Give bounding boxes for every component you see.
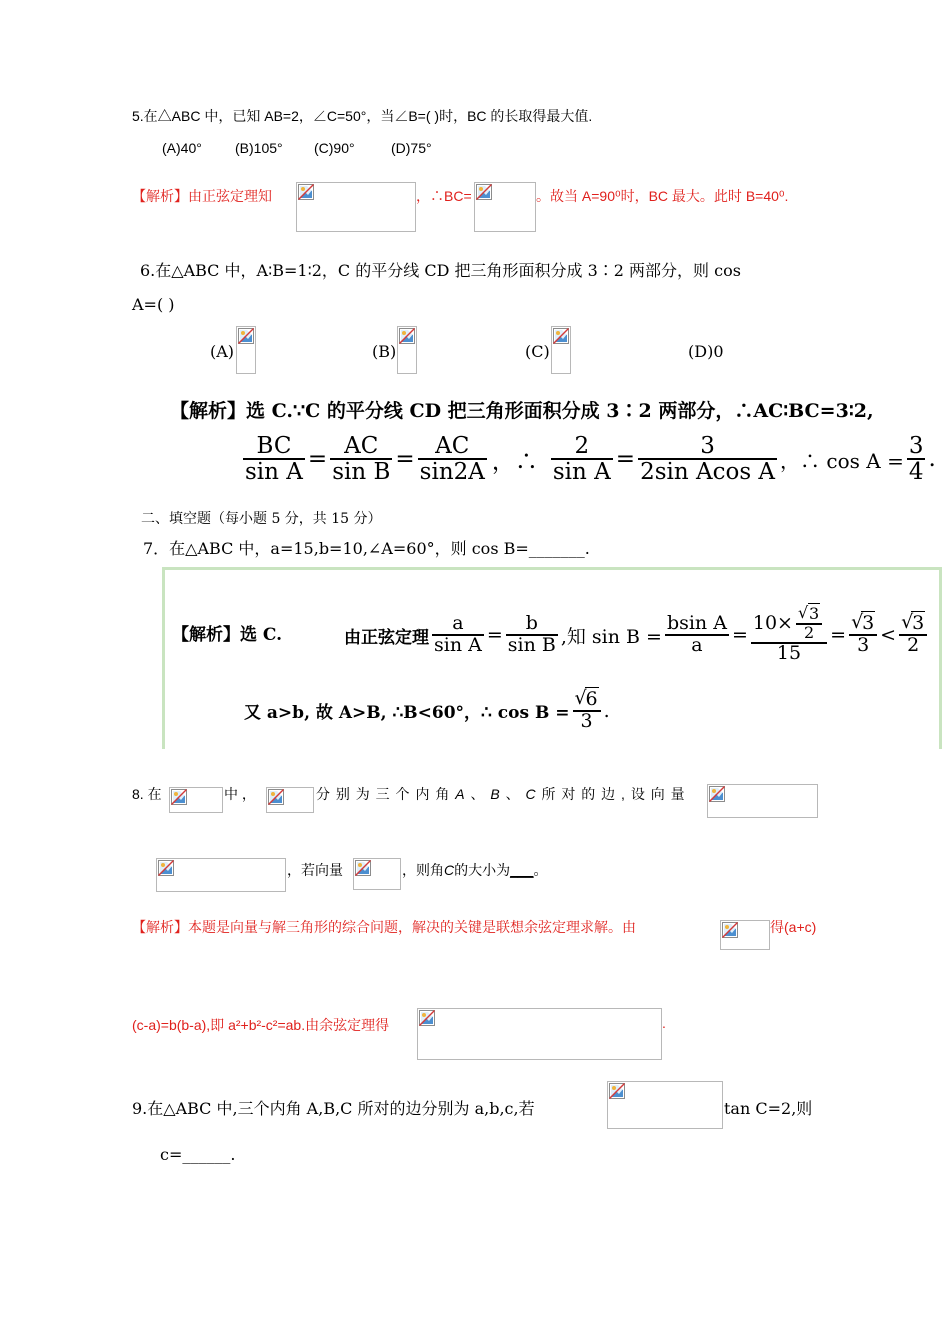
q8-vector-n-image (156, 858, 286, 892)
q6-stem-line1: 6.在△ABC 中，A∶B=1∶2，C 的平分线 CD 把三角形面积分成 3∶2 两部分，则 cos (140, 261, 741, 280)
q7-solution-line2: 又 a>b, 故 A>B, ∴B<60°，∴ cos B = √ 6 3 . (244, 687, 610, 732)
q8-line2-rest: ，则角C的大小为___。 (402, 862, 548, 878)
q8-solution-image-1 (720, 920, 770, 950)
broken-image-icon (553, 328, 569, 344)
q8-solution-image-2 (417, 1008, 662, 1060)
q6-option-b-image (397, 326, 417, 374)
fraction: $\frac{2}{\text{sin A}}$ (552, 433, 611, 486)
q6-solution-line1: 【解析】选 C.∵C 的平分线 CD 把三角形面积分成 3∶2 两部分，∴AC∶BC=3∶2, (170, 400, 874, 422)
q8-stem-a: 8. 在 (132, 786, 162, 802)
q7-solution-prefix: 【解析】选 C. (172, 625, 283, 645)
q6-option-c-label: (C) (525, 342, 550, 361)
q8-line2-a: ，若向量 (287, 862, 343, 878)
q7-stem: 7．在△ABC 中，a=15,b=10,∠A=60°，则 cos B=_______. (143, 539, 590, 558)
fraction: √ 3 2 (899, 614, 927, 656)
q5-bc-expression-image (474, 182, 536, 232)
q6-solution-formula: $\frac{BC}{\text{sin A}}$ = $\frac{AC}{\text{sin B}}$ = $\frac{AC}{\sin 2A}$ ，∴ $\frac{2}{\text{sin A}}$ = $\frac{3}{\text{2sin Acos A}}$ ，∴ cos A = $\frac{3}{4}$ . (245, 433, 936, 486)
q8-sides-image (266, 787, 314, 813)
q6-option-c-image (551, 326, 571, 374)
section-title: 二、填空题（每小题 5 分，共 15 分） (141, 511, 382, 527)
q5-option-c: (C)90° (314, 140, 355, 156)
q5-option-d: (D)75° (391, 140, 432, 156)
fraction: $\frac{3}{\text{2sin Acos A}}$ (640, 433, 776, 486)
q5-solution-prefix: 【解析】由正弦定理知 (132, 188, 272, 204)
broken-image-icon (722, 922, 738, 938)
fraction: $\frac{AC}{\sin 2A}$ (419, 433, 485, 486)
q5-option-b: (B)105° (235, 140, 283, 156)
fraction: $\frac{AC}{\text{sin B}}$ (332, 433, 391, 486)
q8-solution-line2-end: . (662, 1015, 666, 1031)
q8-solution-line2: (c-a)=b(b-a),即 a²+b²-c²=ab.由余弦定理得 (132, 1017, 390, 1033)
broken-image-icon (355, 860, 371, 876)
q6-option-d: (D)0 (688, 342, 724, 361)
broken-image-icon (709, 786, 725, 802)
q9-condition-image (607, 1081, 723, 1129)
q9-stem-a: 9.在△ABC 中,三个内角 A,B,C 所对的边分别为 a,b,c,若 (132, 1099, 535, 1118)
broken-image-icon (298, 184, 314, 200)
q6-option-a-image (236, 326, 256, 374)
q5-option-a: (A)40° (162, 140, 202, 156)
q5-stem: 5.在△ABC 中，已知 AB=2，∠C=50°，当∠B=( )时，BC 的长取得最大值. (132, 108, 593, 124)
fraction: $\frac{BC}{\text{sin A}}$ (245, 433, 303, 486)
fraction: $\frac{3}{4}$ (908, 433, 924, 486)
q8-triangle-image (169, 787, 223, 813)
fraction: $\frac{\text{bsin A}}{a}$ (666, 612, 727, 656)
q6-option-a-label: (A) (210, 342, 235, 361)
q8-parallel-image (353, 858, 401, 890)
broken-image-icon (419, 1010, 435, 1026)
q7-solution-formula: 由正弦定理 $\frac{a}{\text{sin A}}$ = $\frac{b}{\text{sin B}}$ ,知 sin B = $\frac{\text{bsin A}}{a}$ = 10× √ 3 2 15 = √ 3 3 < √ 3 2 (344, 580, 930, 690)
fraction: 10× √ 3 2 15 (751, 606, 827, 664)
broken-image-icon (238, 328, 254, 344)
q8-stem-c: 分 别 为 三 个 内 角 A 、 B 、 C 所 对 的 边 , 设 向 量 (316, 786, 686, 802)
q8-stem-b: 中 ， (224, 786, 256, 802)
q6-option-b-label: (B) (372, 342, 397, 361)
q5-solution-end: 。故当 A=90⁰时，BC 最大。此时 B=40⁰. (536, 188, 789, 204)
q5-solution-mid: ，∴BC= (416, 188, 472, 204)
broken-image-icon (171, 789, 187, 805)
q5-sine-law-image (296, 182, 416, 232)
fraction: √ 6 3 (573, 690, 601, 732)
fraction: √ 3 3 (849, 614, 877, 656)
q8-solution-line1: 【解析】本题是向量与解三角形的综合问题，解决的关键是联想余弦定理求解。由 (132, 919, 636, 935)
broken-image-icon (268, 789, 284, 805)
q6-stem-line2: A=( ) (132, 295, 175, 314)
q8-solution-line1-end: 得(a+c) (770, 919, 817, 935)
broken-image-icon (399, 328, 415, 344)
broken-image-icon (609, 1083, 625, 1099)
q8-vector-m-image (707, 784, 818, 818)
fraction: $\frac{b}{\text{sin B}}$ (507, 612, 556, 656)
q9-stem-b: tan C=2,则 (724, 1099, 813, 1118)
broken-image-icon (476, 184, 492, 200)
fraction: $\frac{a}{\text{sin A}}$ (434, 612, 482, 656)
q9-line2: c=______. (160, 1145, 236, 1164)
broken-image-icon (158, 860, 174, 876)
